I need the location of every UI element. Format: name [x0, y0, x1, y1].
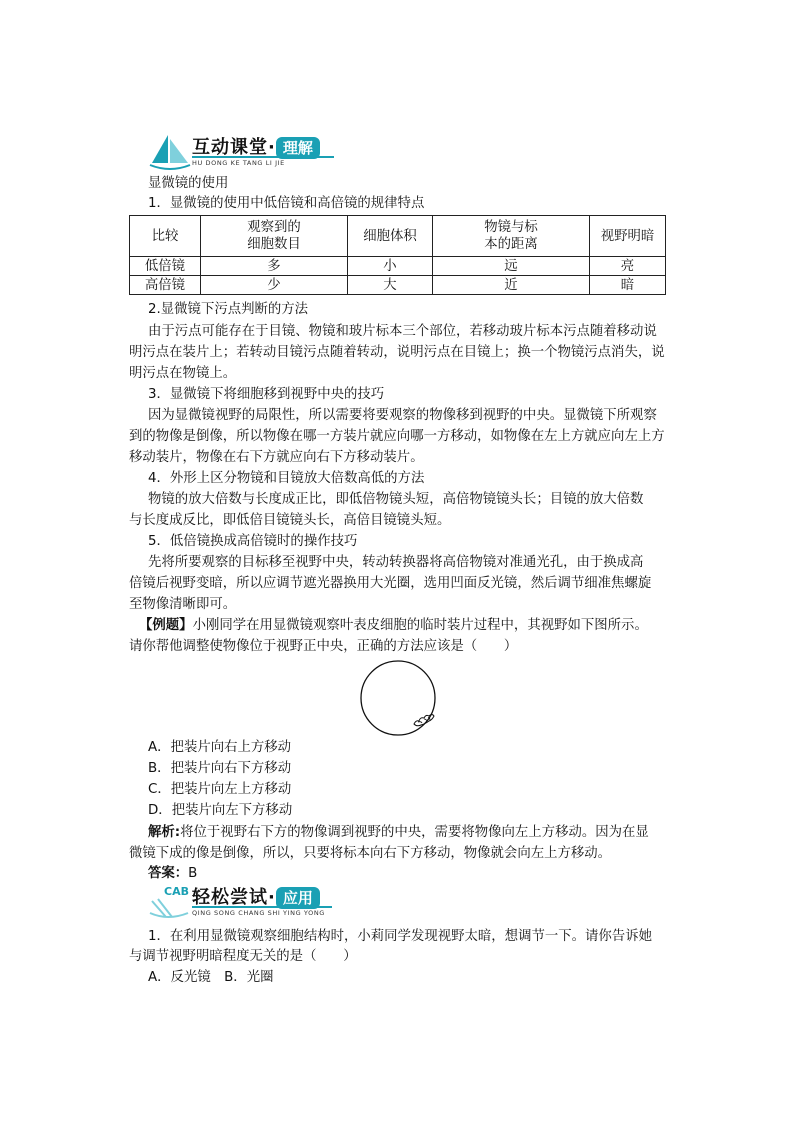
analysis-label: 解析: [148, 825, 181, 840]
svg-text:CAB: CAB [164, 885, 189, 898]
table-cell: 高倍镜 [130, 276, 201, 295]
section-pinyin: QING SONG CHANG SHI YING YONG [192, 909, 325, 917]
table-header: 比较 [130, 216, 201, 257]
analysis-line2: 微镜下成的像是倒像，所以，只要将标本向右下方移动，物像就会向左上方移动。 [129, 846, 612, 861]
body-line: 与长度成反比，即低倍目镜镜头长，高倍目镜镜头短。 [129, 513, 451, 528]
practice-line: 1．在利用显微镜观察细胞结构时，小莉同学发现视野太暗，想调节一下。请你告诉她 [148, 929, 652, 944]
section-title: 轻松尝试 [192, 887, 268, 908]
option-a: A．把装片向右上方移动 [148, 740, 292, 755]
section-header-easy-try [148, 883, 348, 923]
answer-label: 答案： [148, 866, 189, 881]
section-pill: 应用 [276, 887, 320, 909]
section-header-interactive-class [148, 133, 348, 173]
table-cell: 多 [201, 257, 348, 276]
title-dot: · [268, 887, 276, 908]
option-c: C．把装片向左上方移动 [148, 782, 292, 797]
title-dot: · [268, 137, 276, 158]
example-line [139, 616, 648, 637]
section-title: 互动课堂 [192, 137, 268, 158]
section-pinyin: HU DONG KE TANG LI JIE [192, 159, 285, 167]
sailboat-icon [148, 133, 192, 173]
table-header: 视野明暗 [590, 216, 666, 257]
table-header: 物镜与标 本的距离 [433, 216, 590, 257]
item5-title: 5．低倍镜换成高倍镜时的操作技巧 [148, 534, 358, 549]
table-cell: 低倍镜 [130, 257, 201, 276]
table-cell: 近 [433, 276, 590, 295]
body-line: 至物像清晰即可。 [129, 597, 237, 612]
table-cell: 远 [433, 257, 590, 276]
body-line: 明污点在装片上；若转动目镜污点随着转动，说明污点在目镜上；换一个物镜污点消失，说 [129, 345, 665, 360]
example-text: 小刚同学在用显微镜观察叶表皮细胞的临时装片过程中，其视野如下图所示。 [192, 618, 648, 633]
body-line: 由于污点可能存在于目镜、物镜和玻片标本三个部位，若移动玻片标本污点随着移动说 [148, 324, 657, 339]
item2-title: 2.显微镜下污点判断的方法 [148, 302, 309, 317]
letters-icon [148, 883, 192, 921]
practice-options: A．反光镜 B．光圈 [148, 970, 274, 985]
body-line: 明污点在物镜上。 [129, 366, 237, 381]
table-cell: 少 [201, 276, 348, 295]
table-cell: 大 [348, 276, 433, 295]
item1-title: 1．显微镜的使用中低倍镜和高倍镜的规律特点 [148, 196, 425, 211]
analysis-line [148, 823, 649, 844]
analysis-text: 将位于视野右下方的物像调到视野的中央，需要将物像向左上方移动。因为在显 [180, 825, 649, 840]
table-cell: 亮 [590, 257, 666, 276]
example-label: 【例题】 [139, 618, 193, 633]
example-line2: 请你帮他调整使物像位于视野正中央，正确的方法应该是（ ） [129, 639, 518, 654]
option-d: D．把装片向左下方移动 [148, 803, 293, 818]
body-line: 因为显微镜视野的局限性，所以需要将要观察的物像移到视野的中央。显微镜下所观察 [148, 408, 657, 423]
answer-value: B [188, 866, 198, 881]
section-pill: 理解 [276, 137, 320, 159]
table-cell: 小 [348, 257, 433, 276]
comparison-table [129, 215, 666, 295]
item3-title: 3．显微镜下将细胞移到视野中央的技巧 [148, 387, 385, 402]
topic-heading: 显微镜的使用 [148, 176, 229, 191]
item4-title: 4．外形上区分物镜和目镜放大倍数高低的方法 [148, 471, 425, 486]
table-header: 观察到的 细胞数目 [201, 216, 348, 257]
microscope-field-figure [358, 660, 440, 738]
body-line: 物镜的放大倍数与长度成正比，即低倍物镜头短，高倍物镜镜头长；目镜的放大倍数 [148, 492, 644, 507]
body-line: 移动装片，物像在右下方就应向右下方移动装片。 [129, 450, 424, 465]
body-line: 倍镜后视野变暗，所以应调节遮光器换用大光圈，选用凹面反光镜，然后调节细准焦螺旋 [129, 576, 652, 591]
table-cell: 暗 [590, 276, 666, 295]
option-b: B．把装片向右下方移动 [148, 761, 292, 776]
practice-line2: 与调节视野明暗程度无关的是（ ） [129, 949, 357, 964]
answer-line [148, 864, 197, 885]
body-line: 先将所要观察的目标移至视野中央，转动转换器将高倍物镜对准通光孔，由于换成高 [148, 555, 644, 570]
table-header: 细胞体积 [348, 216, 433, 257]
body-line: 到的物像是倒像，所以物像在哪一方装片就应向哪一方移动，如物像在左上方就应向左上方 [129, 429, 665, 444]
